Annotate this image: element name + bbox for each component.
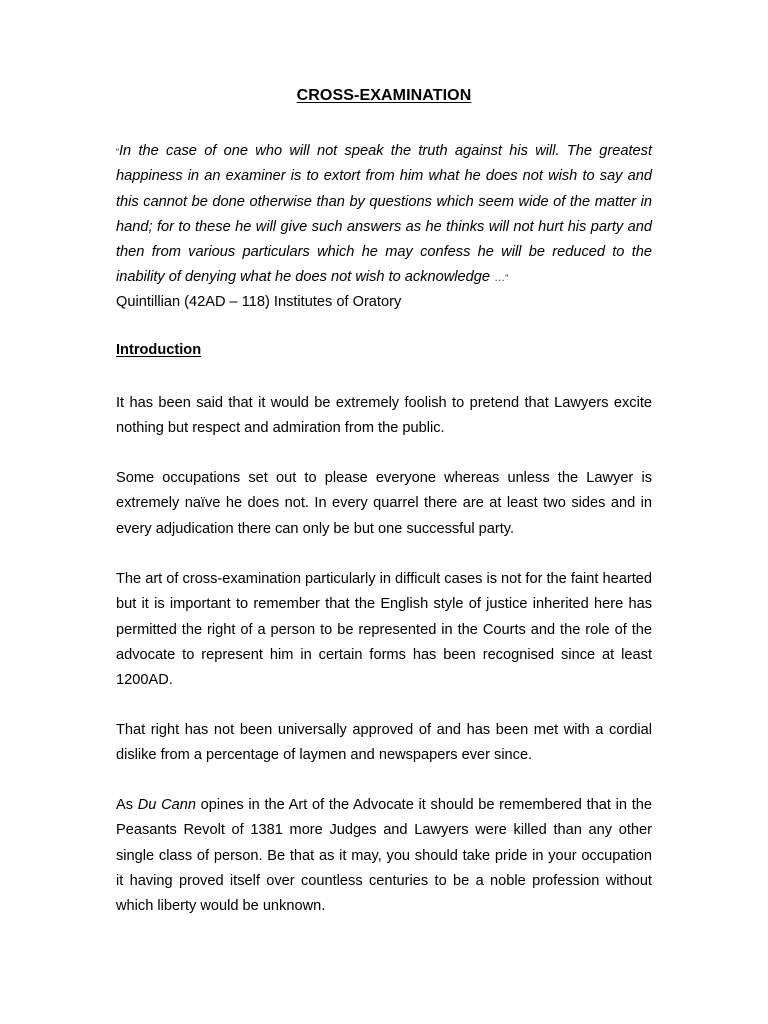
- close-quote-mark: ”: [505, 273, 509, 284]
- document-title: CROSS-EXAMINATION: [296, 87, 472, 104]
- paragraph-2: Some occupations set out to please everyone whereas unless the Lawyer is extremely naïve he does not. In every quarrel there are at least two sides and in every adjudication there can only be but one successful party.: [116, 470, 652, 537]
- paragraph-4: That right has not been universally approved of and has been met with a cordial dislike from a percentage of laymen and newspapers ever since.: [116, 722, 652, 764]
- paragraph-5-text: opines in the Art of the Advocate it should be remembered that in the Peasants Revolt of 1381 more Judges and Lawyers were killed than any other single class of person. Be that as it may, you should take pride in your occupation it having proved itself over countless centuries to be a noble profession without which liberty would be unknown.: [116, 797, 652, 915]
- open-quote-mark: “: [116, 147, 119, 157]
- paragraph-1: It has been said that it would be extremely foolish to pretend that Lawyers excite nothing but respect and admiration from the public.: [116, 395, 652, 437]
- paragraph-5-prefix: As: [116, 797, 138, 813]
- paragraph-5: [116, 793, 652, 919]
- section-heading-introduction: Introduction: [116, 342, 202, 358]
- epigraph-attribution: Quintillian (42AD – 118) Institutes of Oratory: [116, 294, 402, 310]
- author-name-du-cann: Du Cann: [137, 797, 196, 813]
- epigraph-text: In the case of one who will not speak the truth against his will. The greatest happiness in an examiner is to extort from him what he does not wish to say and this cannot be done otherwise than by questions which seem wide of the matter in hand; for to these he will give such answers as he thinks will not hurt his party and then from various particulars which he may confess he will be reduced to the inability of denying what he does not wish to acknowledge: [116, 143, 652, 286]
- epigraph-quote: [116, 139, 652, 292]
- paragraph-3: The art of cross-examination particularly in difficult cases is not for the faint hearted but it is important to remember that the English style of justice inherited here has permitted the right of a person to be represented in the Courts and the role of the advocate to represent him in certain forms has been recognised since at least 1200AD.: [116, 571, 652, 689]
- epigraph-ellipsis: …: [494, 272, 506, 285]
